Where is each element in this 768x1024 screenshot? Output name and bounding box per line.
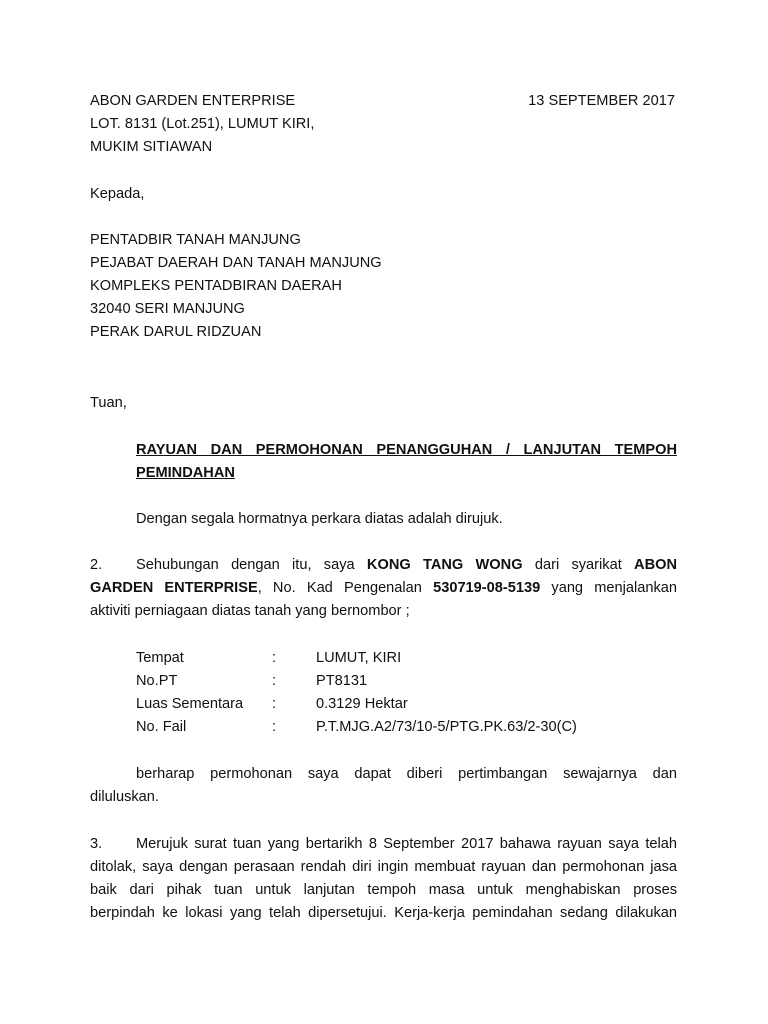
- paragraph-2-line1: [90, 555, 677, 575]
- detail-value: P.T.MJG.A2/73/10-5/PTG.PK.63/2-30(C): [316, 719, 577, 735]
- text: dari syarikat: [522, 557, 635, 573]
- text: yang menjalankan: [540, 580, 677, 596]
- paragraph-2-line2: [90, 578, 677, 598]
- sender-name: ABON GARDEN ENTERPRISE: [90, 93, 296, 109]
- company-name: GARDEN ENTERPRISE: [90, 580, 258, 596]
- detail-colon: :: [272, 719, 277, 735]
- paragraph-2-line3: aktiviti perniagaan diatas tanah yang bernombor ;: [90, 603, 410, 619]
- detail-colon: :: [272, 650, 277, 666]
- paragraph-3-line3: baik dari pihak tuan untuk lanjutan tempoh masa untuk menghabiskan proses: [90, 882, 677, 898]
- recipient-line: PEJABAT DAERAH DAN TANAH MANJUNG: [90, 255, 382, 271]
- paragraph-intro: Dengan segala hormatnya perkara diatas adalah dirujuk.: [136, 511, 503, 527]
- salutation: Tuan,: [90, 395, 127, 411]
- detail-label: No. Fail: [136, 719, 187, 735]
- letter-date: 13 SEPTEMBER 2017: [528, 93, 675, 109]
- detail-label: Tempat: [136, 650, 184, 666]
- applicant-name: KONG TANG WONG: [366, 557, 523, 573]
- recipient-line: KOMPLEKS PENTADBIRAN DAERAH: [90, 278, 342, 294]
- paragraph-hope-line2: diluluskan.: [90, 789, 159, 805]
- detail-value: LUMUT, KIRI: [316, 650, 402, 666]
- detail-colon: :: [272, 696, 277, 712]
- ic-number: 530719-08-5139: [433, 580, 541, 596]
- subject-line1: RAYUAN DAN PERMOHONAN PENANGGUHAN / LANJUTAN TEMPOH: [136, 442, 677, 458]
- paragraph-3-line1: [90, 834, 677, 854]
- detail-label: Luas Sementara: [136, 696, 244, 712]
- recipient-line: PENTADBIR TANAH MANJUNG: [90, 232, 301, 248]
- sender-address-line1: LOT. 8131 (Lot.251), LUMUT KIRI,: [90, 116, 315, 132]
- detail-value: PT8131: [316, 673, 368, 689]
- text: Merujuk surat tuan yang bertarikh 8 September 2017 bahawa rayuan saya telah: [136, 836, 677, 852]
- subject-line2: PEMINDAHAN: [136, 465, 235, 481]
- paragraph-number: 3.: [90, 836, 103, 852]
- paragraph-number: 2.: [90, 557, 103, 573]
- paragraph-3-line4: berpindah ke lokasi yang telah dipersetujui. Kerja-kerja pemindahan sedang dilakukan: [90, 905, 677, 921]
- detail-value: 0.3129 Hektar: [316, 696, 408, 712]
- paragraph-3-line2: ditolak, saya dengan perasaan rendah diri ingin membuat rayuan dan permohonan jasa: [90, 859, 677, 875]
- recipient-line: PERAK DARUL RIDZUAN: [90, 324, 262, 340]
- recipient-line: 32040 SERI MANJUNG: [90, 301, 245, 317]
- detail-colon: :: [272, 673, 277, 689]
- company-name: ABON: [634, 557, 678, 573]
- text: , No. Kad Pengenalan: [257, 580, 434, 596]
- to-label: Kepada,: [90, 186, 145, 202]
- sender-address-line2: MUKIM SITIAWAN: [90, 139, 213, 155]
- detail-label: No.PT: [136, 673, 178, 689]
- paragraph-hope-line1: berharap permohonan saya dapat diberi pertimbangan sewajarnya dan: [136, 766, 677, 782]
- text: Sehubungan dengan itu, saya: [136, 557, 367, 573]
